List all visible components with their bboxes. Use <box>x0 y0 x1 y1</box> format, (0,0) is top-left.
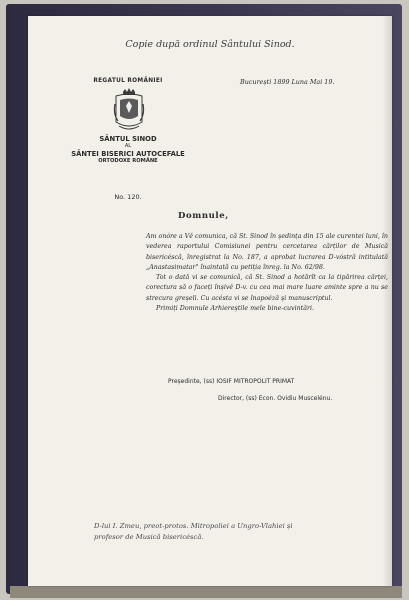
synod-line-3: SÂNTEI BISERICI AUTOCEFALE <box>71 149 185 158</box>
synod-heading <box>58 135 198 165</box>
addressee-line-2: profesor de Musică bisericéscă. <box>94 533 204 541</box>
book-edge <box>10 586 402 598</box>
letter-paragraph-1: Am onóre a Vĕ comunica, că St. Sinod în ședința din 15 ale curentei luni, în vederea raportului Comisiunei pentru cercetarea cărților de Musică bisericéscă, înregistrat la No. 187, a aprobat lucrarea D-vóstră intitulată „Anastasimatar" înaintată cu petiția înreg. la No. 62/98. <box>146 233 388 271</box>
addressee-note <box>94 521 394 543</box>
document-number: No. 120. <box>114 193 142 201</box>
dateline: București 1899 Luna Mai 19. <box>240 78 335 86</box>
synod-line-2: AL <box>124 143 132 150</box>
synod-line-1: SÂNTUL SINOD <box>99 135 157 143</box>
coat-of-arms-icon <box>113 88 145 132</box>
copy-note: Copie după ordinul Sântului Sinod. <box>125 39 295 50</box>
letter-paragraph-2: Tot o dată vi se comunică, că St. Sinod a hotărît ca la tipărirea cărței, corectura să o faceți înșivĕ D-v. cu cea mai mare luare aminte spre a nu se strecura greșeli. Cu acésta vi se înapoéză și manuscriptul. <box>146 274 388 302</box>
synod-line-4: ORTODOXE ROMÂNE <box>98 158 158 165</box>
letter-greeting: Domnule, <box>178 211 229 221</box>
addressee-line-1: D-lui I. Zmeu, preot-protos. Mitropoliei a Ungro-Vlahiei și <box>94 522 293 530</box>
document-page <box>28 16 392 586</box>
director-signature: Director, (ss) Econ. Ovidiu Muscelénu. <box>218 395 333 402</box>
letter-paragraph-3: Primiți Domnule Arhiereștile mele bine-cuvintări. <box>156 305 314 313</box>
president-signature: Președinte, (ss) IOSIF MITROPOLIT PRIMAT <box>168 378 295 385</box>
letter-body <box>146 232 388 314</box>
kingdom-heading: REGATUL ROMÂNIEI <box>93 78 163 84</box>
